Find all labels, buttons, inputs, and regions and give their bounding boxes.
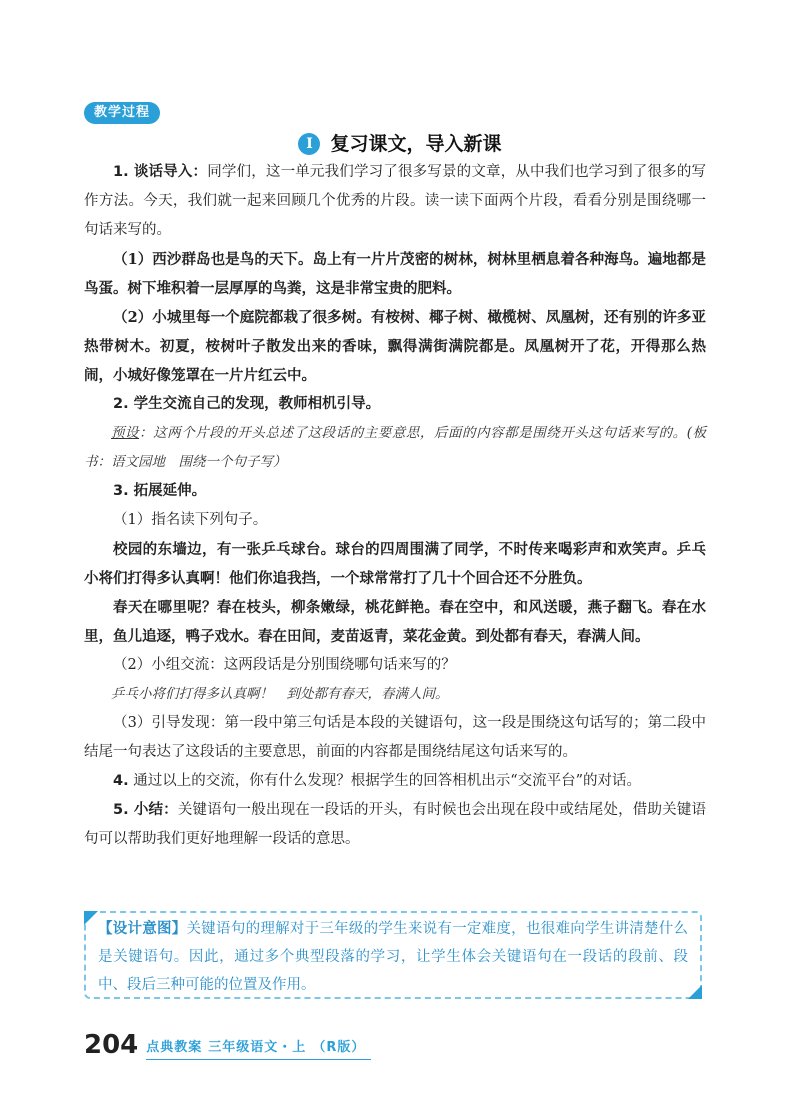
- corner-decoration-icon: [688, 985, 702, 999]
- lesson-body: [84, 158, 706, 854]
- step-4: [84, 767, 706, 796]
- preset-text: ：这两个片段的开头总述了这段话的主要意思，后面的内容都是围绕开头这句话来写的。(板书：语文园地 围绕一个句子写）: [84, 425, 707, 470]
- corner-decoration-icon: [84, 911, 98, 925]
- preset-note: [84, 419, 706, 477]
- design-intent-box: [84, 911, 702, 999]
- book-title: [146, 1036, 371, 1060]
- excerpt-4: 春天在哪里呢？春在枝头，柳条嫩绿，桃花鲜艳。春在空中，和风送暖，燕子翻飞。春在水里，鱼儿追逐，鸭子戏水。春在田间，麦苗返青，菜花金黄。到处都有春天，春满人间。: [84, 599, 706, 645]
- book-grade: 三年级语文・上: [208, 1040, 307, 1055]
- sub-step-2: （2）小组交流：这两段话是分别围绕哪句话来写的？: [113, 657, 456, 673]
- book-edition: （R版）: [312, 1040, 366, 1055]
- step-2-heading: 2. 学生交流自己的发现，教师相机引导。: [113, 396, 381, 412]
- section-badge: 教学过程: [84, 102, 160, 124]
- excerpt-1: （1）西沙群岛也是鸟的天下。岛上有一片片茂密的树林，树林里栖息着各种海鸟。遍地都是鸟蛋。树下堆积着一层厚厚的鸟粪，这是非常宝贵的肥料。: [84, 251, 706, 297]
- paragraph-text: 关键语句一般出现在一段话的开头，有时候也会出现在段中或结尾处，借助关键语句可以帮助我们更好地理解一段话的意思。: [84, 802, 706, 847]
- paragraph-label: 4.: [113, 773, 129, 789]
- key-sentences: 乒乓小将们打得多认真啊！ 到处都有春天，春满人间。: [111, 686, 449, 702]
- step-3-heading: 3. 拓展延伸。: [113, 483, 207, 499]
- paragraph-text: 通过以上的交流，你有什么发现？根据学生的回答相机出示“交流平台”的对话。: [128, 773, 642, 789]
- section-title: 复习课文，导入新课: [330, 133, 502, 155]
- paragraph-intro: [84, 158, 706, 245]
- design-intent-text: 关键语句的理解对于三年级的学生来说有一定难度，也很难向学生讲清楚什么是关键语句。因此，通过多个典型段落的学习，让学生体会关键语句在一段话的段前、段中、段后三种可能的位置及作用。: [98, 921, 689, 993]
- page-number: 204: [84, 1030, 139, 1060]
- excerpt-3: 校园的东墙边，有一张乒乓球台。球台的四周围满了同学，不时传来喝彩声和欢笑声。乒乓小将们打得多认真啊！他们你追我挡，一个球常常打了几十个回合还不分胜负。: [84, 541, 706, 587]
- paragraph-text: 同学们，这一单元我们学习了很多写景的文章，从中我们也学习到了很多的写作方法。今天，我们就一起来回顾几个优秀的片段。读一读下面两个片段，看看分别是围绕哪一句话来写的。: [84, 164, 706, 238]
- paragraph-label: 1. 谈话导入：: [113, 164, 208, 180]
- page-footer: [84, 1030, 371, 1060]
- step-5-summary: [84, 796, 706, 854]
- section-number-icon: I: [298, 133, 320, 155]
- design-intent-label: 【设计意图】: [98, 920, 187, 937]
- preset-label: 预设: [111, 425, 140, 441]
- section-heading: [0, 131, 800, 157]
- paragraph-label: 5. 小结：: [113, 802, 178, 818]
- book-name: 点典教案: [146, 1040, 203, 1055]
- sub-step-3: （3）引导发现：第一段中第三句话是本段的关键语句，这一段是围绕这句话写的；第二段中结尾一句表达了这段话的主要意思，前面的内容都是围绕结尾这句话来写的。: [84, 715, 706, 760]
- excerpt-2: （2）小城里每一个庭院都栽了很多树。有桉树、椰子树、橄榄树、凤凰树，还有别的许多亚热带树木。初夏，桉树叶子散发出来的香味，飘得满街满院都是。凤凰树开了花，开得那么热闹，小城好像笼罩在一片片红云中。: [84, 309, 706, 384]
- sub-step-1: （1）指名读下列句子。: [113, 512, 268, 528]
